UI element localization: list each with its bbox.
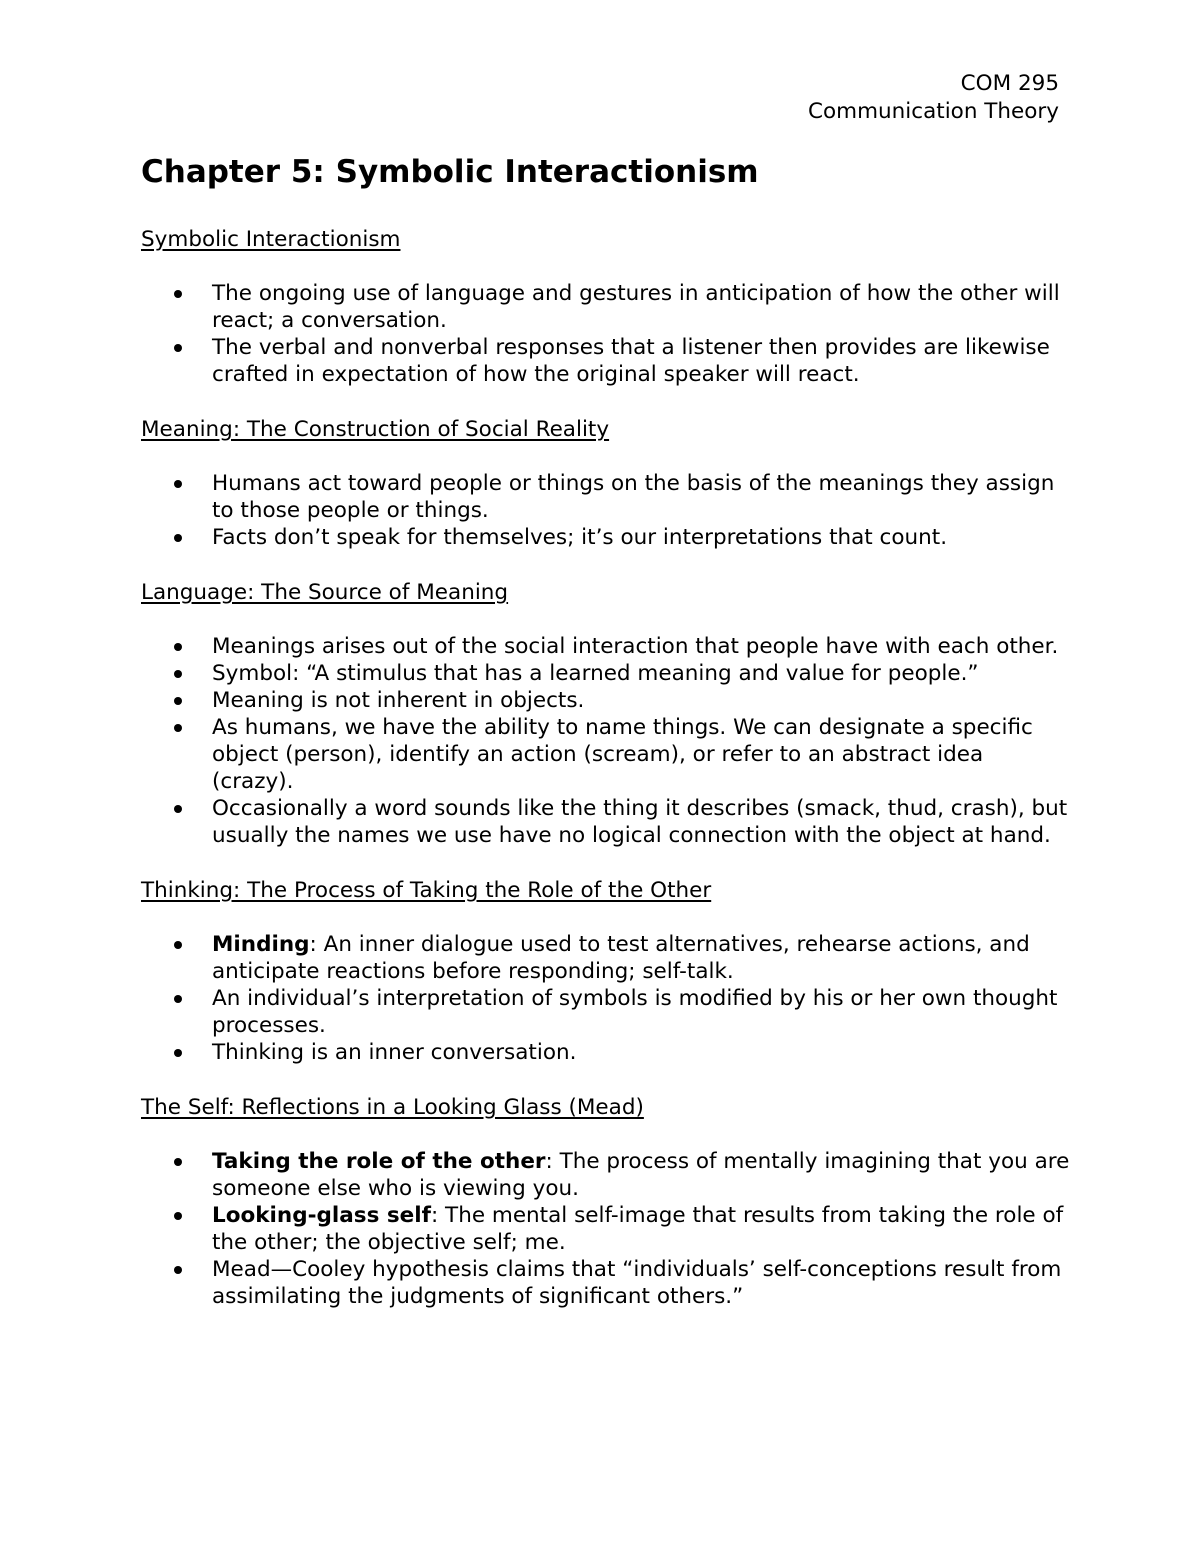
bullet-icon xyxy=(174,1212,182,1220)
bullet-term: Minding xyxy=(212,932,310,957)
bullet-item xyxy=(141,1256,1071,1310)
bullet-item xyxy=(141,524,1071,551)
bullet-term: Looking-glass self xyxy=(212,1203,431,1228)
bullet-item xyxy=(141,985,1071,1039)
bullet-icon xyxy=(174,995,182,1003)
bullet-list xyxy=(141,1148,1071,1310)
section-thinking xyxy=(141,877,1071,1066)
bullet-icon xyxy=(174,941,182,949)
bullet-text: An individual’s interpretation of symbols is modified by his or her own thought processes. xyxy=(212,986,1058,1038)
bullet-text: Occasionally a word sounds like the thing it describes (smack, thud, crash), but usually the names we use have no logical connection with the object at hand. xyxy=(212,796,1068,848)
bullet-item xyxy=(141,334,1071,388)
page-title: Chapter 5: Symbolic Interactionism xyxy=(141,154,759,190)
bullet-item xyxy=(141,687,1071,714)
bullet-text: Facts don’t speak for themselves; it’s our interpretations that count. xyxy=(212,525,948,550)
bullet-term: Taking the role of the other xyxy=(212,1149,546,1174)
bullet-icon xyxy=(174,1049,182,1057)
bullet-text: As humans, we have the ability to name things. We can designate a specific object (person), identify an action (scream), or refer to an abstract idea (crazy). xyxy=(212,715,1033,794)
bullet-item xyxy=(141,1039,1071,1066)
bullet-list xyxy=(141,931,1071,1066)
bullet-text: Thinking is an inner conversation. xyxy=(212,1040,577,1065)
bullet-icon xyxy=(174,534,182,542)
bullet-list xyxy=(141,633,1071,849)
bullet-icon xyxy=(174,643,182,651)
bullet-text: Meaning is not inherent in objects. xyxy=(212,688,585,713)
section-meaning xyxy=(141,416,1071,551)
bullet-item xyxy=(141,470,1071,524)
document-body xyxy=(141,150,1071,1338)
bullet-icon xyxy=(174,480,182,488)
bullet-item xyxy=(141,931,1071,985)
bullet-icon xyxy=(174,344,182,352)
bullet-text: Mead—Cooley hypothesis claims that “individuals’ self-conceptions result from assimilating the judgments of significant others.” xyxy=(212,1257,1062,1309)
bullet-text: Symbol: “A stimulus that has a learned meaning and value for people.” xyxy=(212,661,979,686)
bullet-icon xyxy=(174,697,182,705)
bullet-icon xyxy=(174,670,182,678)
bullet-text: The verbal and nonverbal responses that a listener then provides are likewise crafted in expectation of how the original speaker will react. xyxy=(212,335,1050,387)
bullet-icon xyxy=(174,290,182,298)
bullet-icon xyxy=(174,1158,182,1166)
bullet-item xyxy=(141,714,1071,795)
bullet-text: : An inner dialogue used to test alternatives, rehearse actions, and anticipate reactions before responding; self-talk. xyxy=(212,932,1030,984)
bullet-list xyxy=(141,280,1071,388)
bullet-item xyxy=(141,633,1071,660)
bullet-item xyxy=(141,1202,1071,1256)
section-heading: The Self: Reflections in a Looking Glass (Mead) xyxy=(141,1095,644,1120)
bullet-item xyxy=(141,280,1071,334)
page-header xyxy=(808,70,1059,126)
section-heading: Meaning: The Construction of Social Reality xyxy=(141,417,610,442)
bullet-icon xyxy=(174,1266,182,1274)
bullet-text: Humans act toward people or things on the basis of the meanings they assign to those people or things. xyxy=(212,471,1055,523)
section-heading: Thinking: The Process of Taking the Role of the Other xyxy=(141,878,712,903)
bullet-icon xyxy=(174,805,182,813)
section-symbolic-interactionism xyxy=(141,226,1071,388)
bullet-list xyxy=(141,470,1071,551)
section-the-self xyxy=(141,1094,1071,1310)
course-code: COM 295 xyxy=(960,71,1059,96)
section-heading: Language: The Source of Meaning xyxy=(141,580,509,605)
bullet-text: The ongoing use of language and gestures in anticipation of how the other will react; a conversation. xyxy=(212,281,1060,333)
bullet-item xyxy=(141,660,1071,687)
bullet-item xyxy=(141,1148,1071,1202)
section-heading: Symbolic Interactionism xyxy=(141,227,401,252)
bullet-item xyxy=(141,795,1071,849)
bullet-text: Meanings arises out of the social interaction that people have with each other. xyxy=(212,634,1059,659)
bullet-text: : The process of mentally imagining that you are someone else who is viewing you. xyxy=(212,1149,1070,1201)
course-name: Communication Theory xyxy=(808,99,1059,124)
section-language xyxy=(141,579,1071,849)
bullet-text: : The mental self-image that results from taking the role of the other; the objective self; me. xyxy=(212,1203,1064,1255)
bullet-icon xyxy=(174,724,182,732)
